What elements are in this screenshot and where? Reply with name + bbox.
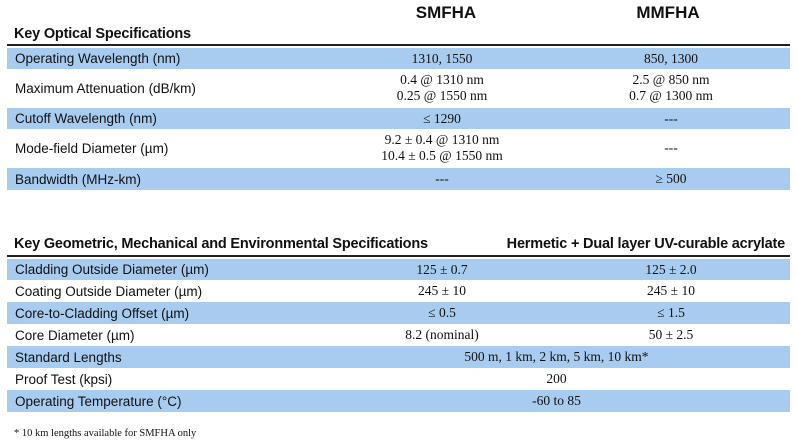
- mmf-value-line: 0.7 @ 1300 nm: [629, 88, 713, 103]
- mmf-value: 245 ± 10: [647, 283, 695, 298]
- smf-value: [332, 108, 552, 129]
- row-label: Operating Wavelength (nm): [15, 51, 181, 66]
- geometric-top-rule: [7, 255, 790, 257]
- row-label: Core Diameter (µm): [15, 327, 135, 343]
- smf-value: 245 ± 10: [418, 283, 466, 298]
- mmf-value: ≤ 1.5: [657, 305, 685, 320]
- row-label: Standard Lengths: [15, 349, 122, 365]
- mmf-value: [561, 69, 781, 107]
- optical-row-attenuation: [7, 69, 790, 107]
- smf-value-line: 0.25 @ 1550 nm: [396, 88, 488, 103]
- optical-row-wavelength: [7, 48, 790, 69]
- smf-value: ≤ 0.5: [428, 305, 456, 320]
- geo-row-core-diameter: [7, 324, 790, 346]
- geo-row-cladding-od: [7, 259, 790, 280]
- mmf-value: [561, 108, 781, 129]
- mmf-value-line: ≥ 500: [655, 171, 687, 186]
- mmf-value: 125 ± 2.0: [645, 261, 697, 277]
- smf-value: [332, 48, 552, 69]
- mmf-value-line: ---: [664, 140, 678, 155]
- column-header-mmfha: MMFHA: [636, 3, 700, 22]
- column-header-smfha: SMFHA: [415, 3, 477, 22]
- geo-row-core-offset: [7, 302, 790, 324]
- smf-value-line: ≤ 1290: [423, 110, 461, 126]
- row-label: Maximum Attenuation (dB/km): [15, 80, 196, 96]
- geo-row-standard-lengths: [7, 346, 790, 368]
- smf-value: 8.2 (nominal): [405, 327, 479, 342]
- geometric-section-title: Key Geometric, Mechanical and Environmental Specifications: [14, 236, 428, 252]
- smf-value-line: 10.4 ± 0.5 @ 1550 nm: [381, 148, 503, 163]
- shared-value: 500 m, 1 km, 2 km, 5 km, 10 km*: [464, 349, 649, 364]
- row-label: Proof Test (kpsi): [15, 371, 113, 387]
- smf-value-line: 0.4 @ 1310 nm: [400, 72, 484, 87]
- row-label: Cutoff Wavelength (nm): [15, 111, 157, 126]
- mmf-value: [561, 129, 781, 167]
- row-label: Mode-field Diameter (µm): [15, 140, 169, 156]
- mmf-value-line: ---: [664, 110, 678, 126]
- shared-value: 200: [546, 371, 567, 386]
- coating-type-title: Hermetic + Dual layer UV-curable acrylate: [506, 236, 785, 252]
- smf-value-line: ---: [435, 171, 449, 186]
- smf-value: 125 ± 0.7: [416, 261, 468, 277]
- row-label: Coating Outside Diameter (µm): [15, 283, 203, 299]
- optical-row-bandwidth: [7, 168, 790, 190]
- row-label: Bandwidth (MHz-km): [15, 171, 142, 187]
- row-label: Cladding Outside Diameter (µm): [15, 262, 209, 277]
- smf-value: [332, 168, 552, 190]
- footnote: * 10 km lengths available for SMFHA only: [14, 428, 197, 439]
- optical-row-cutoff: [7, 108, 790, 129]
- shared-value: -60 to 85: [532, 393, 581, 408]
- row-label: Operating Temperature (°C): [15, 393, 182, 409]
- mmf-value-line: 850, 1300: [644, 50, 698, 66]
- mmf-value: [561, 168, 781, 190]
- mmf-value: 50 ± 2.5: [648, 327, 694, 342]
- smf-value: [332, 69, 552, 107]
- geo-row-coating-od: [7, 280, 790, 302]
- mmf-value: [561, 48, 781, 69]
- optical-top-rule: [7, 44, 790, 46]
- mmf-value-line: 2.5 @ 850 nm: [632, 72, 710, 87]
- optical-row-mode-field: [7, 129, 790, 167]
- optical-section-title: Key Optical Specifications: [14, 26, 191, 42]
- smf-value-line: 1310, 1550: [411, 50, 473, 66]
- geo-row-operating-temperature: [7, 390, 790, 412]
- row-label: Core-to-Cladding Offset (µm): [15, 305, 190, 321]
- smf-value: [332, 129, 552, 167]
- smf-value-line: 9.2 ± 0.4 @ 1310 nm: [384, 132, 500, 147]
- geo-row-proof-test: [7, 368, 790, 390]
